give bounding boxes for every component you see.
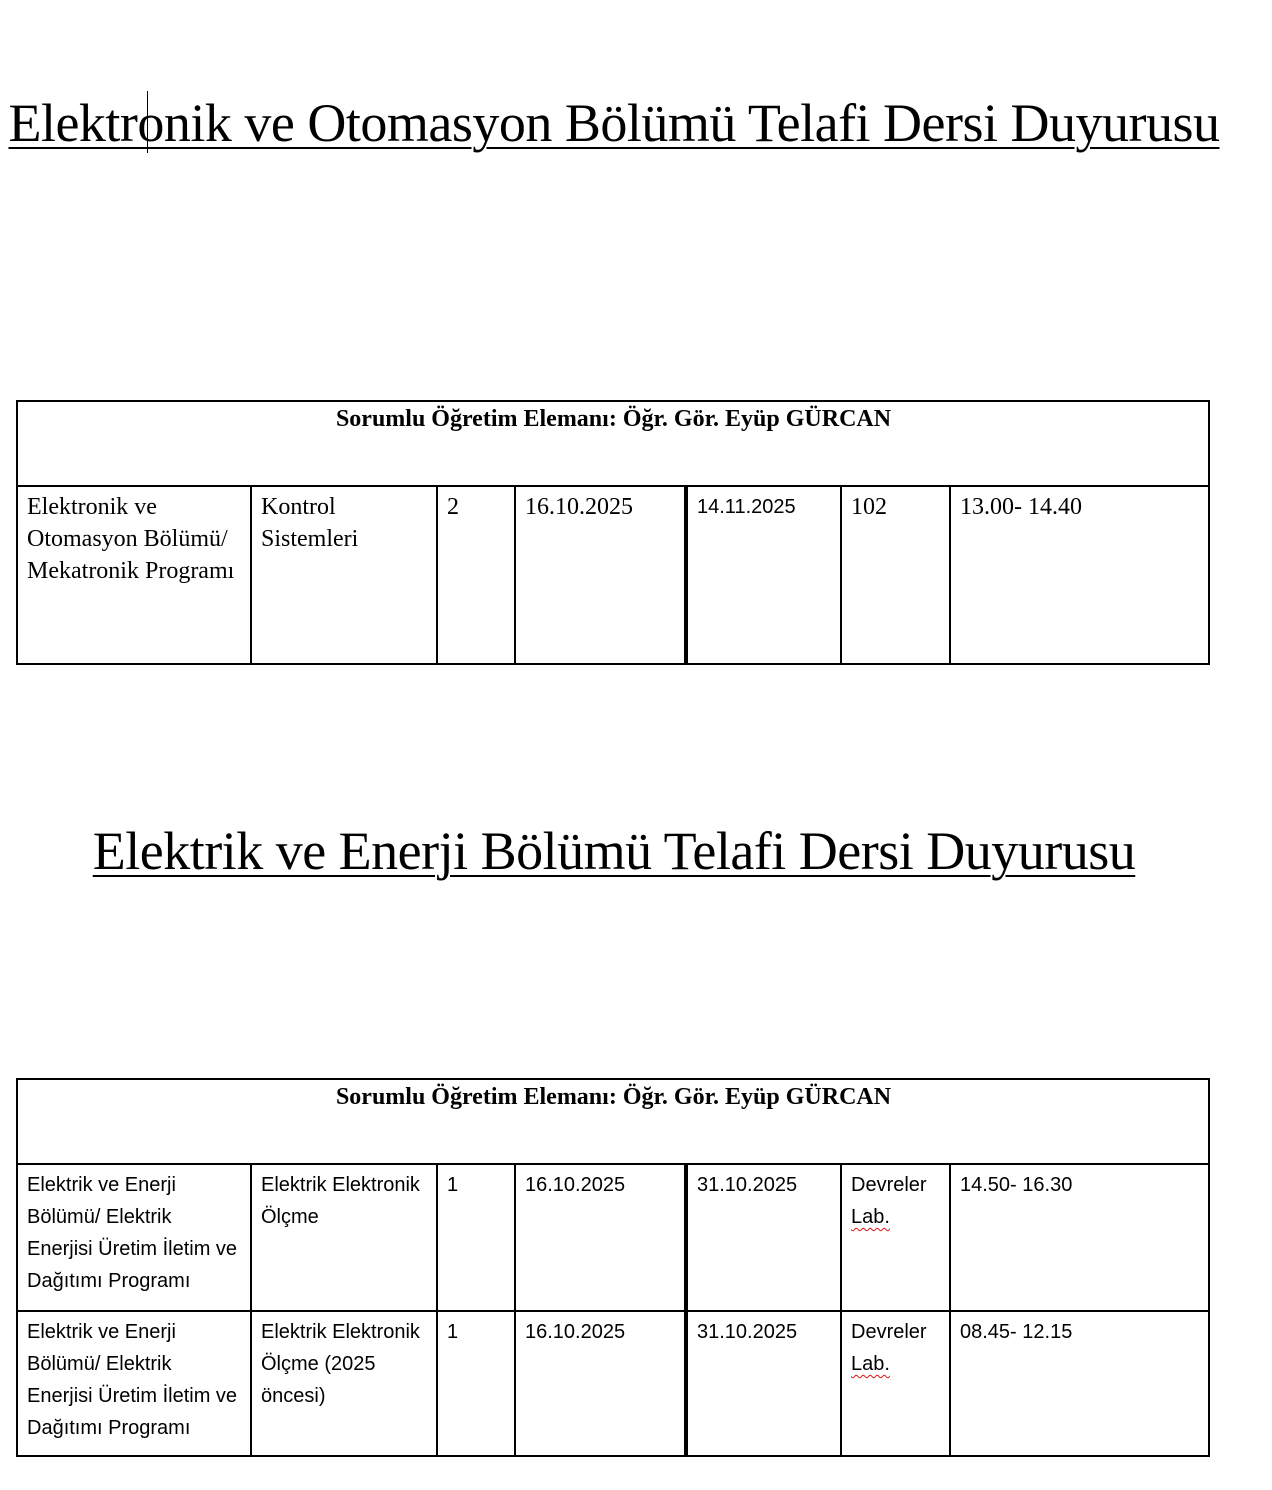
room-suffix-spellcheck: Lab. [851,1206,890,1228]
course-cell: Elektrik Elektronik Ölçme (2025 öncesi) [251,1311,437,1456]
program-cell: Elektronik ve Otomasyon Bölümü/ Mekatronik Programı [17,486,251,664]
time-cell: 13.00- 14.40 [950,486,1209,664]
missed-date-cell: 16.10.2025 [515,1311,686,1456]
program-cell: Elektrik ve Enerji Bölümü/ Elektrik Enerjisi Üretim İletim ve Dağıtımı Programı [17,1311,251,1456]
schedule-table-electronics [16,400,1210,665]
table-row [17,1164,1209,1311]
count-cell: 1 [437,1164,515,1311]
room-name: Devreler [851,1321,927,1343]
count-cell: 2 [437,486,515,664]
instructor-header: Sorumlu Öğretim Elemanı: Öğr. Gör. Eyüp GÜRCAN [17,1079,1209,1164]
makeup-date-cell: 31.10.2025 [686,1311,841,1456]
section-title-electrical: Elektrik ve Enerji Bölümü Telafi Dersi Duyurusu [92,821,1136,881]
room-cell: 102 [841,486,950,664]
room-name: Devreler [851,1174,927,1196]
instructor-header: Sorumlu Öğretim Elemanı: Öğr. Gör. Eyüp GÜRCAN [17,401,1209,486]
course-cell: Elektrik Elektronik Ölçme [251,1164,437,1311]
room-cell [841,1311,950,1456]
time-cell: 14.50- 16.30 [950,1164,1209,1311]
schedule-table-electrical [16,1078,1210,1457]
course-cell: Kontrol Sistemleri [251,486,437,664]
makeup-date-cell: 14.11.2025 [686,486,841,664]
program-cell: Elektrik ve Enerji Bölümü/ Elektrik Enerjisi Üretim İletim ve Dağıtımı Programı [17,1164,251,1311]
room-suffix-spellcheck: Lab. [851,1353,890,1375]
missed-date-cell: 16.10.2025 [515,1164,686,1311]
count-cell: 1 [437,1311,515,1456]
room-cell [841,1164,950,1311]
time-cell: 08.45- 12.15 [950,1311,1209,1456]
missed-date-cell: 16.10.2025 [515,486,686,664]
table-row [17,486,1209,664]
makeup-date-cell: 31.10.2025 [686,1164,841,1311]
section-title-electronics: Elektronik ve Otomasyon Bölümü Telafi Dersi Duyurusu [8,93,1220,153]
table-row [17,1311,1209,1456]
